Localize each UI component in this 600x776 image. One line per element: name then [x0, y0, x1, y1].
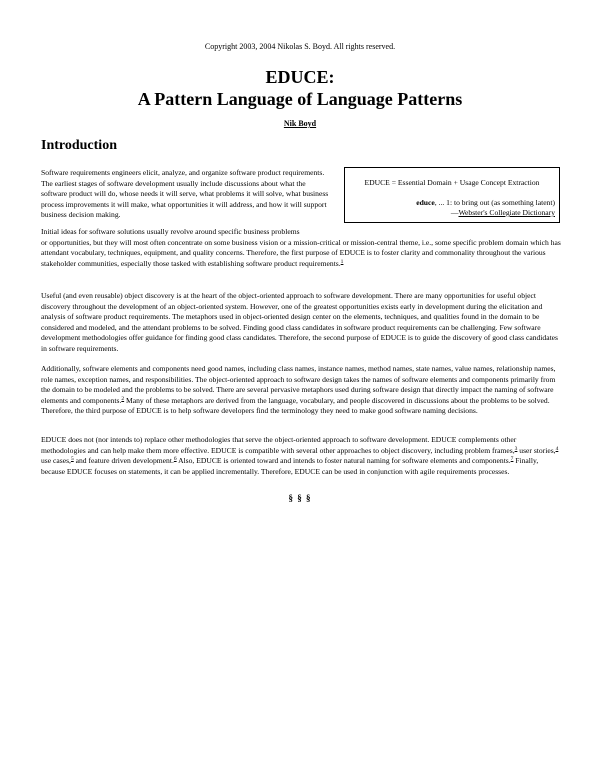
footnote-7-link[interactable]: 7	[510, 456, 514, 463]
paragraph-5-part-c: use cases,	[41, 456, 71, 466]
footnote-6-link[interactable]: 6	[173, 456, 177, 463]
paragraph-5-part-f: Finally, because EDUCE focuses on statements, it can be applied incrementally. Therefore, EDUCE can be used in conjunction with agile requirements processes.	[41, 456, 539, 476]
paragraph-4	[41, 364, 561, 417]
paragraph-2-lead: Initial ideas for software solutions usually revolve around specific business problems	[41, 227, 300, 236]
paragraph-5-part-a: EDUCE does not (nor intends to) replace other methodologies that serve the object-oriented approach to software development. EDUCE complements other methodologies and can help make them more effective. EDUCE is compatible with several other approaches to object discovery, including problem frames,	[41, 435, 517, 455]
dictionary-source	[451, 208, 555, 218]
title-line-2: A Pattern Language of Language Patterns	[137, 89, 463, 109]
source-link[interactable]: Webster's Collegiate Dictionary	[458, 208, 555, 217]
definition-text: EDUCE = Essential Domain + Usage Concept Extraction	[364, 178, 540, 187]
author-link[interactable]: Nik Boyd	[283, 119, 317, 128]
paragraph-1: Software requirements engineers elicit, analyze, and organize software product requirements. The earliest stages of software development usually include discussions about what the software product will do, whose needs it will serve, what problems it will solve, what business process improvements it will make, what opportunities it will address, and how it will support business decision making.	[41, 168, 329, 220]
paragraph-2	[41, 227, 561, 269]
footnote-4-link[interactable]: 4	[555, 445, 559, 452]
footnote-3-link[interactable]: 3	[514, 445, 518, 452]
title-line-1: EDUCE:	[265, 67, 335, 87]
footnote-1-link[interactable]: 1	[340, 258, 344, 265]
entry-sense: , ... 1:	[434, 198, 453, 207]
paragraph-5-part-d: and feature driven development.	[73, 456, 174, 466]
paragraph-2-body: or opportunities, but they will most often concentrate on some business vision or a mission-critical or mission-central theme, i.e., some specific problem domain which has attendant vocabulary, techniques, equipment, and quality concerns. Therefore, the first purpose of EDUCE is to foster clarity and commonality throughout the various stakeholder communities, especially those tasked with establishing software product requirements.	[41, 237, 561, 268]
paragraph-4-part-a: Additionally, software elements and components need good names, including class names, instance names, method names, state names, value names, relationship names, role names, exception names, and responsibilities. The object-oriented approach to software design takes the names of software elements and components primarily from the domain to be modeled and the problems to be solved. There are several pervasive metaphors used during software design that directly impact the naming of software elements and components.	[41, 364, 556, 405]
paragraph-5	[41, 435, 561, 477]
paragraph-5-part-e: Also, EDUCE is oriented toward and intends to foster natural naming for software elements and components.	[176, 456, 511, 466]
paragraph-4-part-b: Many of these metaphors are derived from the language, vocabulary, and people discovered in discussions about the problems to be solved. Therefore, the third purpose of EDUCE is to help software developers find the terminology they need to make good software naming decisions.	[41, 395, 550, 416]
copyright-notice: Copyright 2003, 2004 Nikolas S. Boyd. All rights reserved.	[204, 42, 396, 51]
dictionary-entry	[416, 198, 555, 208]
footnote-5-link[interactable]: 5	[70, 456, 74, 463]
paragraph-3: Useful (and even reusable) object discovery is at the heart of the object-oriented approach to software development. There are many opportunities for useful object discovery throughout the development of an object-oriented system. However, one of the greatest opportunities exists early in development during the elicitation and analysis of software product requirements. The metaphors used in object-oriented design center on the elements, techniques, and qualities found in the domain to be considered and modeled, and the attendant problems to be solved. Finding good class candidates in software product requirements can be challenging. Few software development methodologies offer guidance for finding good class candidates. Therefore, the second purpose of EDUCE is to guide the discovery of good class candidates in software requirements.	[41, 291, 559, 353]
paragraph-5-part-b: user stories,	[517, 445, 556, 455]
section-heading: Introduction	[41, 138, 117, 153]
entry-meaning: to bring out (as something latent)	[452, 198, 555, 207]
document-title	[0, 66, 600, 110]
definition-box	[344, 167, 560, 223]
section-break-marks: § § §	[288, 493, 312, 503]
entry-word: educe	[416, 198, 435, 207]
source-dash: —	[450, 208, 459, 217]
footnote-2-link[interactable]: 2	[121, 395, 125, 402]
